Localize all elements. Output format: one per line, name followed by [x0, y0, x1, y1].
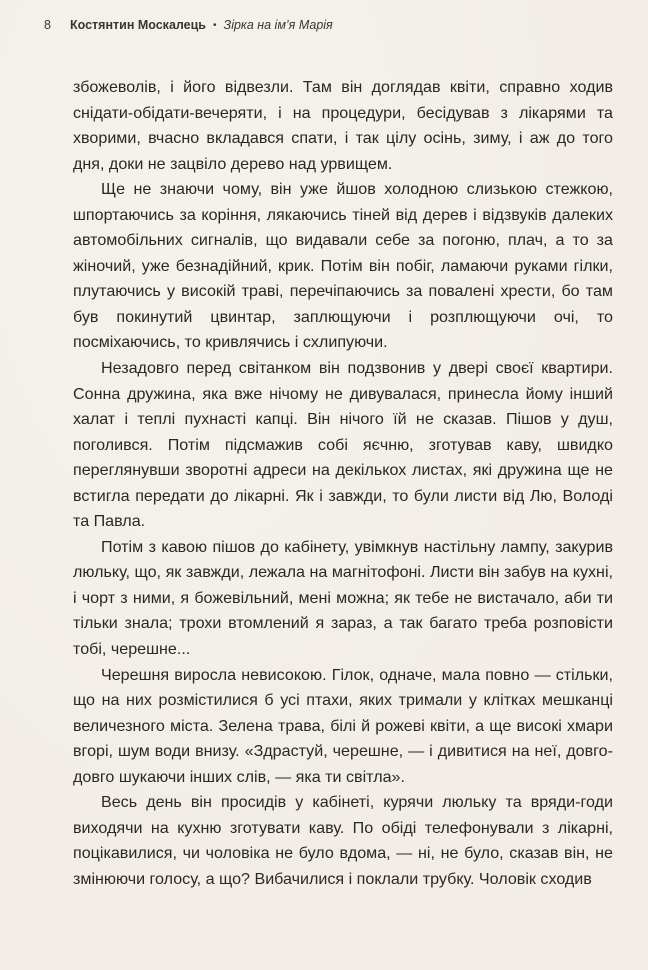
author-name: Костянтин Москалець	[70, 18, 206, 32]
paragraph: Весь день він просидів у кабінеті, курячи люльку та вряди-годи виходячи на кухню зготувати каву. По обіді телефонували з лікарні, поцікавилися, чи чоловіка не було вдома, — ні, не було, сказав він, не змінюючи голосу, а що? Вибачилися і поклали трубку. Чоловік сходив	[73, 793, 613, 888]
paragraph: Потім з кавою пішов до кабінету, увімкнув настільну лампу, закурив люльку, що, як завжди, лежала на магнітофоні. Листи він забув на кухні, і чорт з ними, я божевільний, мені можна; як тебе не вистачало, аби ти тільки знала; трохи втомлений я зараз, а так багато треба розповісти тобі, черешне...	[73, 537, 613, 659]
paragraph: Ще не знаючи чому, він уже йшов холодною слизькою стежкою, шпортаючись за коріння, лякаючись тіней від дерев і відзвуків далеких автомобільних сигналів, що видавали себе за погоню, плач, а то за жіночий, уже безнадійний, крик. Потім він побіг, ламаючи руками гілки, плутаючись у високій траві, перечіпаючись за повалені хрести, бо там був покинутий цвинтар, заплющуючи і розплющуючи очі, то посміхаючись, то кривлячись і схлипуючи.	[73, 180, 613, 352]
paragraph: Незадовго перед світанком він подзвонив у двері своєї квартири. Сонна дружина, яка вже нічому не дивувалася, принесла йому інший халат і теплі пухнасті капці. Він нічого їй не сказав. Пішов у душ, поголився. Потім підсмажив собі яєчню, зготував каву, швидко переглянувши зворотні адреси на декількох листах, які дружина ще не встигла передати до лікарні. Як і завжди, то були листи від Лю, Володі та Павла.	[73, 359, 613, 531]
running-header	[44, 17, 628, 34]
body-text	[73, 75, 613, 893]
page-number: 8	[44, 18, 51, 32]
header-separator: •	[213, 20, 217, 31]
book-title: Зірка на ім’я Марія	[223, 18, 333, 32]
paragraph: Черешня виросла невисокою. Гілок, одначе, мала повно — стільки, що на них розмістилися б усі птахи, яких тримали у клітках мешканці величезного міста. Зелена трава, білі й рожеві квіти, а ще високі хмари вгорі, шум води внизу. «Здрастуй, черешне, — і дивитися на неї, довго-довго шукаючи інших слів, — яка ти світла».	[73, 665, 613, 786]
paragraph-continued: збожеволів, і його відвезли. Там він доглядав квіти, справно ходив снідати-обідати-вечеряти, і на процедури, бесідував з лікарями та хворими, вчасно вкладався спати, і так цілу осінь, зиму, і аж до того дня, доки не зацвіло дерево над урвищем.	[73, 78, 613, 173]
